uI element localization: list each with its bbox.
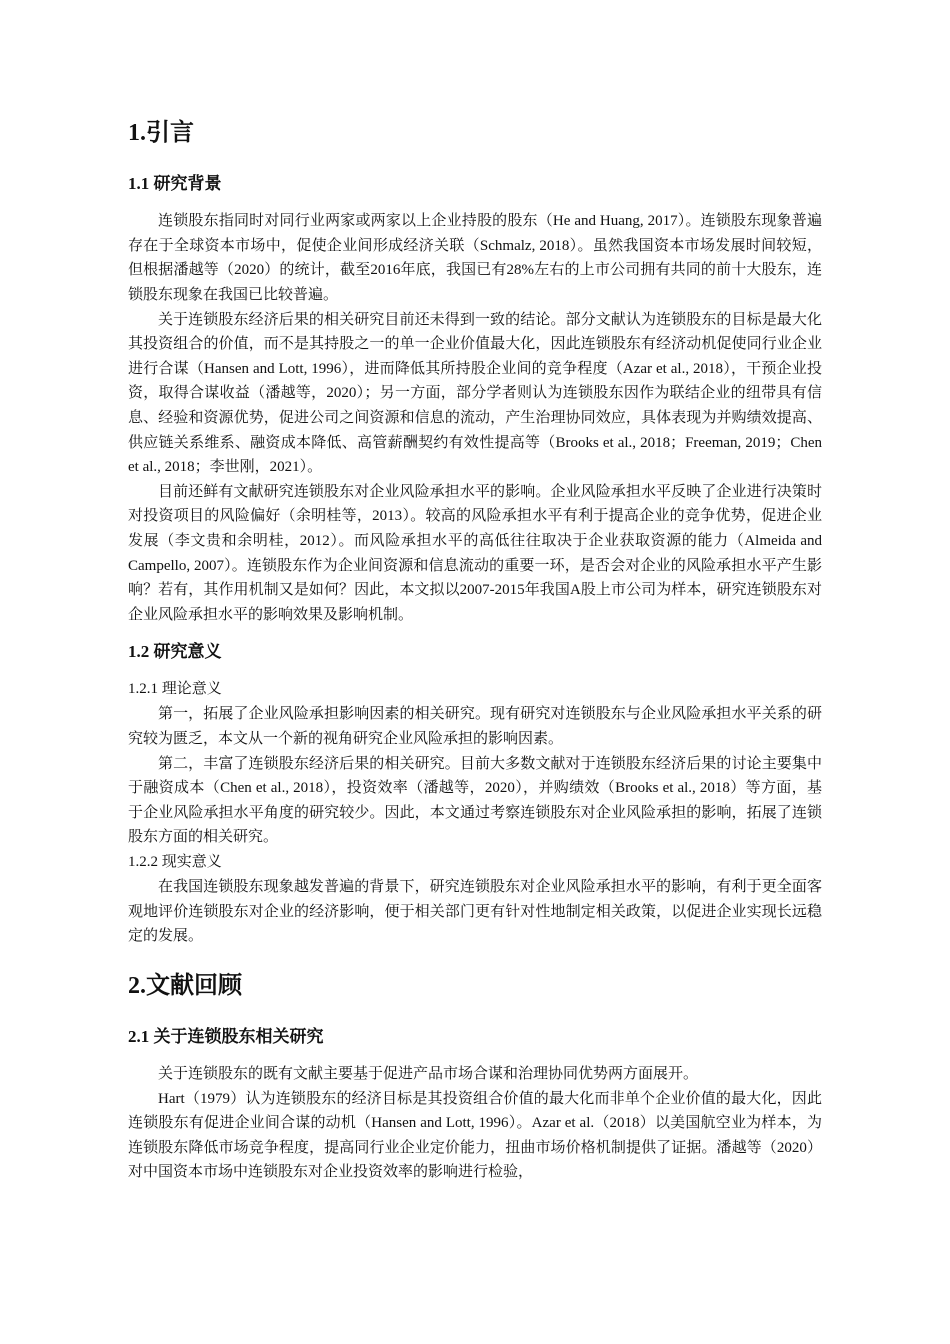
subsection-title-research-background: 1.1 研究背景 <box>128 174 222 194</box>
paragraph: 目前还鲜有文献研究连锁股东对企业风险承担水平的影响。企业风险承担水平反映了企业进行决策时对投资项目的风险偏好（余明桂等，2013）。较高的风险承担水平有利于提高企业的竞争优势，促进企业发展（李文贵和余明桂，2012）。而风险承担水平的高低往往取决于企业获取资源的能力（Almeida and Campello, 2007）。连锁股东作为企业间资源和信息流动的重要一环，是否会对企业的风险承担水平产生影响？若有，其作用机制又是如何？因此，本文拟以2007-2015年我国A股上市公司为样本，研究连锁股东对企业风险承担水平的影响效果及影响机制。 <box>128 483 822 623</box>
subsubsection-title-practical: 1.2.2 现实意义 <box>128 854 222 871</box>
section-title-literature-review: 2.文献回顾 <box>128 972 242 999</box>
subsection-title-interlocking-shareholders: 2.1 关于连锁股东相关研究 <box>128 1027 324 1046</box>
subsubsection-title-theoretical: 1.2.1 理论意义 <box>128 681 222 698</box>
document-page <box>128 118 822 1185</box>
subsection-title-research-significance: 1.2 研究意义 <box>128 642 222 662</box>
paragraph: Hart（1979）认为连锁股东的经济目标是其投资组合价值的最大化而非单个企业价值的最大化，因此连锁股东有促进企业间合谋的动机（Hansen and Lott, 1996）。Azar et al.（2018）以美国航空业为样本，为连锁股东降低市场竞争程度，提高同行业企业定价能力，扭曲市场价格机制提供了证据。潘越等（2020）对中国资本市场中连锁股东对企业投资效率的影响进行检验， <box>128 1090 822 1181</box>
paragraph: 关于连锁股东经济后果的相关研究目前还未得到一致的结论。部分文献认为连锁股东的目标是最大化其投资组合的价值，而不是其持股之一的单一企业价值最大化，因此连锁股东有经济动机促使同行业企业进行合谋（Hansen and Lott, 1996），进而降低其所持股企业间的竞争程度（Azar et al., 2018），干预企业投资，取得合谋收益（潘越等，2020）；另一方面，部分学者则认为连锁股东因作为联结企业的纽带具有信息、经验和资源优势，促进公司之间资源和信息的流动，产生治理协同效应，具体表现为并购绩效提高、供应链关系维系、融资成本降低、高管薪酬契约有效性提高等（Brooks et al., 2018；Freeman, 2019；Chen et al., 2018；李世刚，2021）。 <box>128 311 822 476</box>
paragraph: 第二，丰富了连锁股东经济后果的相关研究。目前大多数文献对于连锁股东经济后果的讨论主要集中于融资成本（Chen et al., 2018），投资效率（潘越等，2020），并购绩效（Brooks et al., 2018）等方面，基于企业风险承担水平角度的研究较少。因此，本文通过考察连锁股东对企业风险承担的影响，拓展了连锁股东方面的相关研究。 <box>128 755 822 846</box>
paragraph: 连锁股东指同时对同行业两家或两家以上企业持股的股东（He and Huang, 2017）。连锁股东现象普遍存在于全球资本市场中，促使企业间形成经济关联（Schmalz, 2018）。虽然我国资本市场发展时间较短，但根据潘越等（2020）的统计，截至2016年底，我国已有28%左右的上市公司拥有共同的前十大股东，连锁股东现象在我国已比较普遍。 <box>128 213 822 304</box>
paragraph: 关于连锁股东的既有文献主要基于促进产品市场合谋和治理协同优势两方面展开。 <box>158 1066 699 1083</box>
section-title-introduction: 1.引言 <box>128 120 194 146</box>
paragraph: 第一，拓展了企业风险承担影响因素的相关研究。现有研究对连锁股东与企业风险承担水平关系的研究较为匮乏，本文从一个新的视角研究企业风险承担的影响因素。 <box>128 706 822 748</box>
paragraph: 在我国连锁股东现象越发普遍的背景下，研究连锁股东对企业风险承担水平的影响，有利于更全面客观地评价连锁股东对企业的经济影响，便于相关部门更有针对性地制定相关政策，以促进企业实现长远稳定的发展。 <box>128 879 822 945</box>
